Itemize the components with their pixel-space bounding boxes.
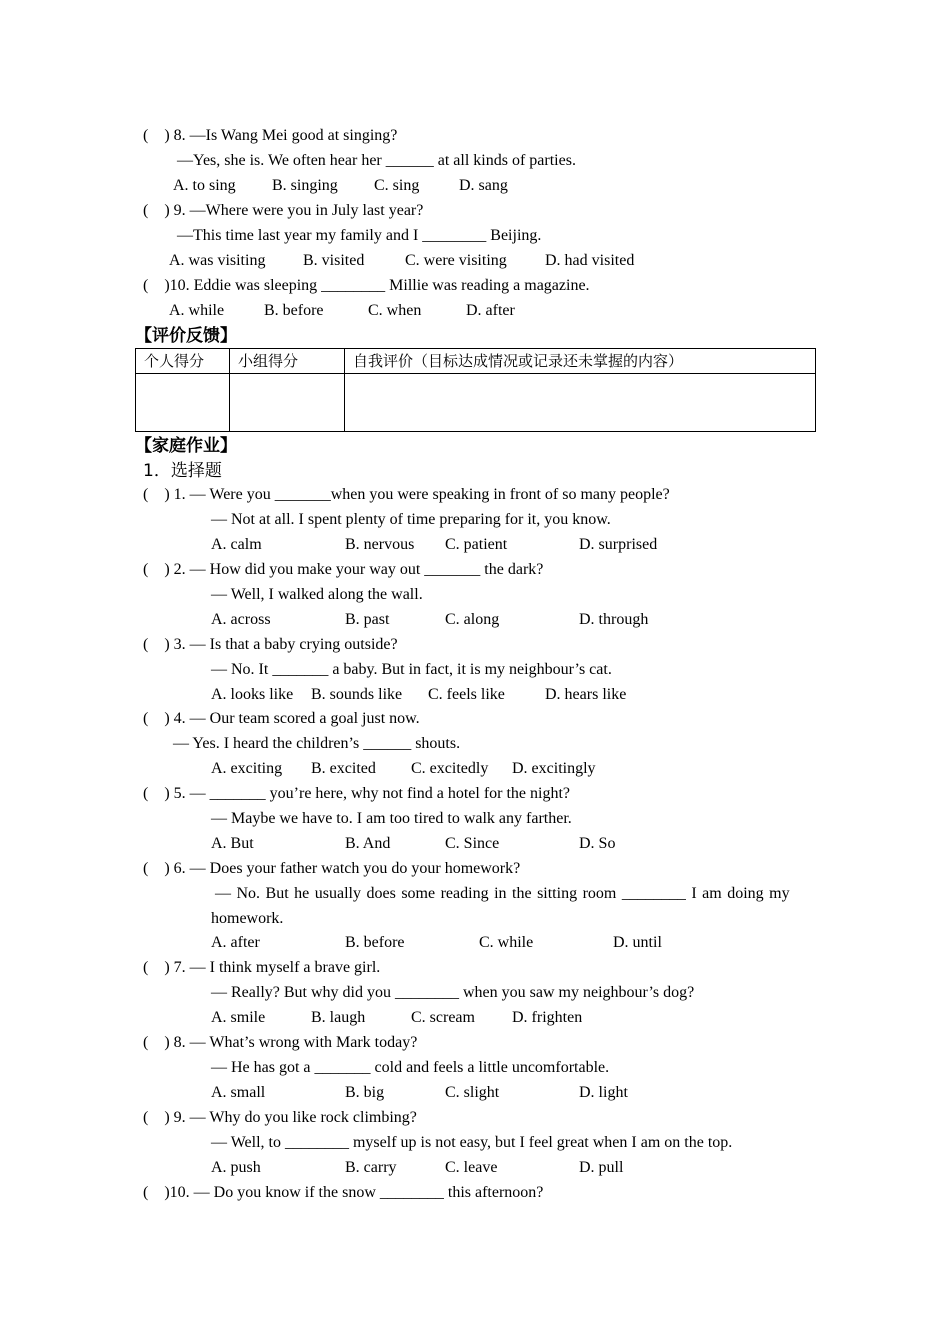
hw-question-6-answer-cont: homework.: [211, 910, 284, 927]
feedback-cell-self[interactable]: [345, 374, 816, 432]
question-9-option-d: D. had visited: [545, 252, 635, 269]
hw-question-4-answer: — Yes. I heard the children’s ______ shouts.: [173, 735, 461, 752]
hw-question-6-option-a: A. after: [211, 934, 260, 951]
question-10-stem: ( )10. Eddie was sleeping ________ Millie was reading a magazine.: [143, 277, 590, 294]
question-9-option-b: B. visited: [303, 252, 365, 269]
question-10-option-b: B. before: [264, 302, 324, 319]
hw-question-9-option-b: B. carry: [345, 1159, 397, 1176]
hw-question-5-stem: ( ) 5. — _______ you’re here, why not find a hotel for the night?: [143, 785, 571, 802]
hw-question-5-option-d: D. So: [579, 835, 616, 852]
hw-question-6-answer: — No. But he usually does some reading in the sitting room ________ I am doing my: [215, 885, 790, 902]
hw-question-8-option-a: A. small: [211, 1084, 266, 1101]
hw-question-2-option-c: C. along: [445, 611, 500, 628]
hw-question-9-option-a: A. push: [211, 1159, 261, 1176]
question-8-option-a: A. to sing: [173, 177, 236, 194]
hw-question-9-answer: — Well, to ________ myself up is not easy, but I feel great when I am on the top.: [211, 1134, 733, 1151]
hw-question-9-stem: ( ) 9. — Why do you like rock climbing?: [143, 1109, 417, 1126]
hw-question-10-stem: ( )10. — Do you know if the snow ________ this afternoon?: [143, 1184, 544, 1201]
hw-question-1-option-d: D. surprised: [579, 536, 658, 553]
hw-question-4-option-b: B. excited: [311, 760, 376, 777]
hw-question-1-answer: — Not at all. I spent plenty of time preparing for it, you know.: [211, 511, 611, 528]
hw-question-3-option-d: D. hears like: [545, 686, 627, 703]
question-10-option-d: D. after: [466, 302, 515, 319]
hw-question-1-option-b: B. nervous: [345, 536, 415, 553]
hw-question-4-stem: ( ) 4. — Our team scored a goal just now.: [143, 710, 420, 727]
hw-question-6-option-b: B. before: [345, 934, 405, 951]
hw-question-7-option-c: C. scream: [411, 1009, 475, 1026]
question-9-option-c: C. were visiting: [405, 252, 507, 269]
hw-question-3-option-a: A. looks like: [211, 686, 294, 703]
hw-question-8-option-b: B. big: [345, 1084, 385, 1101]
question-9-stem: ( ) 9. —Where were you in July last year?: [143, 202, 424, 219]
hw-question-5-option-a: A. But: [211, 835, 254, 852]
hw-question-4-option-c: C. excitedly: [411, 760, 489, 777]
question-10-option-c: C. when: [368, 302, 422, 319]
hw-question-4-option-d: D. excitingly: [512, 760, 596, 777]
question-9-answer: —This time last year my family and I ________ Beijing.: [177, 227, 542, 244]
question-10-option-a: A. while: [169, 302, 225, 319]
homework-subheading: 1．选择题: [143, 461, 222, 481]
question-8-option-d: D. sang: [459, 177, 508, 194]
feedback-col-group: 小组得分: [230, 349, 345, 374]
homework-heading: 【家庭作业】: [135, 436, 237, 456]
hw-question-9-option-c: C. leave: [445, 1159, 498, 1176]
hw-question-7-option-d: D. frighten: [512, 1009, 583, 1026]
question-8-option-b: B. singing: [272, 177, 338, 194]
hw-question-8-option-d: D. light: [579, 1084, 628, 1101]
hw-question-7-option-b: B. laugh: [311, 1009, 366, 1026]
hw-question-4-option-a: A. exciting: [211, 760, 283, 777]
hw-question-5-option-c: C. Since: [445, 835, 500, 852]
hw-question-2-stem: ( ) 2. — How did you make your way out _______ the dark?: [143, 561, 544, 578]
hw-question-2-option-d: D. through: [579, 611, 649, 628]
hw-question-5-option-b: B. And: [345, 835, 391, 852]
question-9-option-a: A. was visiting: [169, 252, 266, 269]
hw-question-6-option-d: D. until: [613, 934, 662, 951]
hw-question-3-stem: ( ) 3. — Is that a baby crying outside?: [143, 636, 398, 653]
hw-question-3-answer: — No. It _______ a baby. But in fact, it is my neighbour’s cat.: [211, 661, 612, 678]
feedback-col-self: 自我评价（目标达成情况或记录还未掌握的内容）: [345, 349, 816, 374]
hw-question-3-option-b: B. sounds like: [311, 686, 403, 703]
question-8-answer: —Yes, she is. We often hear her ______ at all kinds of parties.: [177, 152, 576, 169]
hw-question-3-option-c: C. feels like: [428, 686, 505, 703]
question-8-stem: ( ) 8. —Is Wang Mei good at singing?: [143, 127, 398, 144]
feedback-heading: 【评价反馈】: [135, 326, 237, 346]
hw-question-8-answer: — He has got a _______ cold and feels a little uncomfortable.: [211, 1059, 610, 1076]
feedback-table: [135, 348, 816, 432]
hw-question-2-option-b: B. past: [345, 611, 390, 628]
hw-question-1-option-c: C. patient: [445, 536, 508, 553]
hw-question-1-option-a: A. calm: [211, 536, 262, 553]
hw-question-6-stem: ( ) 6. — Does your father watch you do your homework?: [143, 860, 521, 877]
hw-question-8-stem: ( ) 8. — What’s wrong with Mark today?: [143, 1034, 418, 1051]
hw-question-1-stem: ( ) 1. — Were you _______when you were speaking in front of so many people?: [143, 486, 670, 503]
hw-question-8-option-c: C. slight: [445, 1084, 500, 1101]
hw-question-6-option-c: C. while: [479, 934, 534, 951]
hw-question-2-option-a: A. across: [211, 611, 271, 628]
feedback-cell-individual[interactable]: [136, 374, 230, 432]
hw-question-7-stem: ( ) 7. — I think myself a brave girl.: [143, 959, 381, 976]
hw-question-9-option-d: D. pull: [579, 1159, 624, 1176]
feedback-cell-group[interactable]: [230, 374, 345, 432]
hw-question-7-option-a: A. smile: [211, 1009, 266, 1026]
hw-question-5-answer: — Maybe we have to. I am too tired to walk any farther.: [211, 810, 572, 827]
question-8-option-c: C. sing: [374, 177, 420, 194]
hw-question-2-answer: — Well, I walked along the wall.: [211, 586, 423, 603]
hw-question-7-answer: — Really? But why did you ________ when you saw my neighbour’s dog?: [211, 984, 695, 1001]
feedback-col-individual: 个人得分: [136, 349, 230, 374]
